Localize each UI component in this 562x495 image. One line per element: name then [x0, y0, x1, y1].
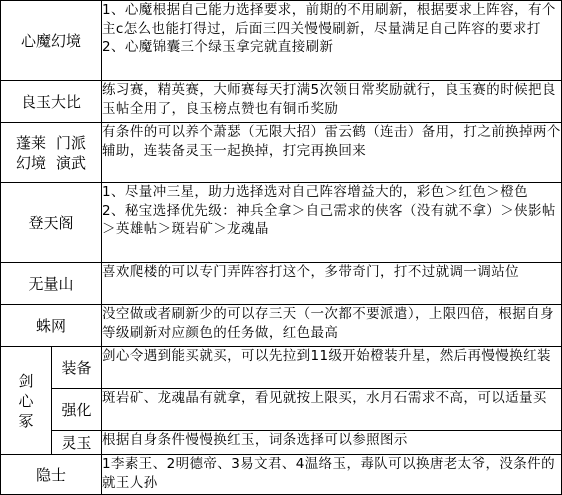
subrow-content-lingyu: 根据自身条件慢慢换红玉，词条选择可以参照图示 — [102, 431, 562, 455]
table-row — [1, 1, 562, 81]
row-header-jianxin — [1, 347, 52, 455]
row-header-liangyu: 良玉大比 — [1, 81, 102, 123]
row-header-dengtian: 登天阁 — [1, 183, 102, 263]
row-content-dengtian: 1、尽量冲三星，助力选择选对自己阵容增益大的，彩色＞红色＞橙色 2、秘宝选择优先级：神兵全拿＞自己需求的侠客（没有就不拿）＞侠影帖＞英雄帖＞斑岩矿＞龙魂晶 — [102, 183, 562, 263]
table-row — [1, 389, 562, 431]
subrow-header-zhuangbei: 装备 — [52, 347, 102, 389]
table-row — [1, 305, 562, 347]
row-header-jianxin-label: 剑心冢 — [18, 371, 34, 430]
row-content-yinshi: 1李素王、2明德帝、3易文君、4温络玉，毒队可以换唐老太爷，没条件的就王人孙 — [102, 455, 562, 495]
table-row — [1, 81, 562, 123]
subrow-content-zhuangbei: 剑心令遇到能买就买，可以先拉到11级开始橙装升星，然后再慢慢换红装 — [102, 347, 562, 389]
subrow-content-qianghua: 斑岩矿、龙魂晶有就拿，看见就按上限买，水月石需求不高，可以适量买 — [102, 389, 562, 431]
row-header-penglai: 蓬莱幻境 — [15, 133, 46, 172]
table-row — [1, 123, 562, 183]
row-header-xinmo: 心魔幻境 — [1, 1, 102, 81]
subrow-header-lingyu: 灵玉 — [52, 431, 102, 455]
row-header-wuliang: 无量山 — [1, 263, 102, 305]
table-row — [1, 431, 562, 455]
row-content-liangyu: 练习赛，精英赛，大师赛每天打满5次领日常奖励就行，良玉赛的时候把良玉帖全用了，良玉榜点赞也有铜币奖励 — [102, 81, 562, 123]
table-row — [1, 347, 562, 389]
row-header-menpai: 门派演武 — [55, 133, 86, 172]
table-row — [1, 455, 562, 495]
subrow-header-qianghua: 强化 — [52, 389, 102, 431]
row-content-penglai-menpai: 有条件的可以养个萧瑟（无限大招）雷云鹤（连击）备用，打之前换掉两个辅助，连装备灵玉一起换掉，打完再换回来 — [102, 123, 562, 183]
row-content-wuliang: 喜欢爬楼的可以专门弄阵容打这个，多带奇门，打不过就调一调站位 — [102, 263, 562, 305]
table-row — [1, 263, 562, 305]
table-row — [1, 183, 562, 263]
row-header-yinshi: 隐士 — [1, 455, 102, 495]
row-header-penglai-menpai — [1, 123, 102, 183]
row-content-zhuwang: 没空做或者刷新少的可以存三天（一次都不要派遣），上限四倍，根据自身等级刷新对应颜色的任务做，红色最高 — [102, 305, 562, 347]
row-content-xinmo: 1、心魔根据自己能力选择要求，前期的不用刷新，根据要求上阵容，有个主c怎么也能打得过，后面三四关慢慢刷新，尽量满足自己阵容的要求打 2、心魔锦囊三个绿玉拿完就直接刷新 — [102, 1, 562, 81]
row-header-zhuwang: 蛛网 — [1, 305, 102, 347]
